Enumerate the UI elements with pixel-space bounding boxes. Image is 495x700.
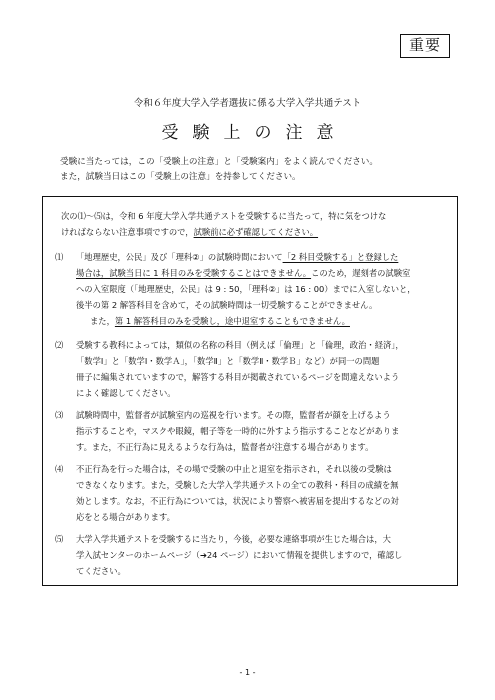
item-body: [76, 337, 404, 401]
intro-line: また，試験当日はこの「受験上の注意」を持参してください。: [60, 172, 301, 182]
item-line: によく確認してください。: [76, 388, 176, 398]
item-line: 試験時間中，監督者が試験室内の巡視を行います。その際，監督者が顔を上げるよう: [76, 410, 391, 420]
item-line: 指示することや，マスクや眼鏡，帽子等を一時的に外すよう指示することなどがありま: [76, 426, 400, 436]
item-line: 応をとる場合があります。: [76, 512, 175, 522]
item-line: 後半の第 2 解答科目を含めて，その試験時間は一切受験することができません。: [76, 300, 378, 310]
intro-line: 受験に当たっては，この「受験上の注意」と「受験案内」をよく読んでください。: [60, 157, 378, 167]
item-number: ⑸: [55, 534, 64, 544]
item-line: 効とします。なお，不正行為については，状況により警察へ被害届を提出するなどの対: [76, 496, 399, 506]
item-body: [76, 407, 399, 455]
item-text: このため，遅刻者の試験室: [311, 268, 411, 278]
notice-intro-line: [61, 224, 453, 240]
item-emphasis: 「2 科目受験する」と登録した: [282, 252, 399, 262]
notice-box-intro: [61, 208, 453, 240]
item-body: [76, 531, 402, 579]
item-number: ⑵: [55, 340, 64, 350]
notice-box: [42, 196, 458, 586]
item-body: [76, 249, 416, 329]
item-line: できなくなります。また，受験した大学入学共通テストの全ての教科・科目の成績を無: [76, 480, 399, 490]
page-number: - 1 -: [239, 668, 256, 677]
item-line: 不正行為を行った場合は，その場で受験の中止と退室を指示され，それ以後の受験は: [76, 464, 392, 474]
item-emphasis: 第 1 解答科目のみを受験し，途中退室することもできません。: [114, 316, 350, 326]
item-number: ⑴: [55, 252, 64, 262]
notice-intro-emphasis: 試験前に必ず確認してください。: [193, 227, 319, 237]
item-body: [76, 461, 399, 525]
item-line: 受験する教科によっては，類似の名称の科目（例えば「倫理」と「倫理，政治・経済」，: [76, 340, 404, 350]
page-subtitle: 令和６年度大学入学者選抜に係る大学入学共通テスト: [133, 98, 362, 109]
item-number: ⑶: [55, 410, 64, 420]
item-line: [76, 249, 416, 265]
intro-paragraph: [60, 155, 460, 185]
item-line: てください。: [76, 566, 126, 576]
item-number: ⑷: [55, 464, 64, 474]
item-line: [76, 265, 416, 281]
item-line: [76, 313, 416, 329]
item-line: 冊子に編集されていますので，解答する科目が掲載されているページを間違えないよう: [76, 372, 400, 382]
item-line: す。また，不正行為に見えるような行為は，監督者が注意する場合があります。: [76, 442, 374, 452]
notice-intro-text: ければならない注意事項ですので，: [61, 227, 194, 237]
item-line: 「数学Ⅰ」と「数学Ⅰ・数学Ａ」，「数学Ⅱ」と「数学Ⅱ・数学Ｂ」など）が同一の問題: [76, 356, 380, 366]
page-title: 受験上の注意: [161, 123, 348, 143]
item-line: 学入試センターのホームページ（➔24 ページ）において情報を提供しますので，確認し: [76, 550, 403, 560]
item-text: 「地理歴史，公民」及び「理科②」の試験時間において: [76, 252, 283, 262]
item-text: また，: [90, 316, 115, 326]
item-line: 大学入学共通テストを受験するに当たり，今後，必要な連絡事項が生じた場合は，大: [76, 534, 391, 544]
item-line: への入室限度（「地理歴史，公民」は 9 : 50，「理科②」は 16 : 00）までに入室しないと，: [76, 284, 416, 294]
item-emphasis: 場合は，試験当日に 1 科目のみを受験することはできません。: [76, 268, 312, 278]
notice-intro-line: 次の⑴～⑸は，令和 6 年度大学入学共通テストを受験するに当たって，特に気をつけな: [61, 211, 387, 221]
important-badge: 重要: [400, 34, 450, 58]
